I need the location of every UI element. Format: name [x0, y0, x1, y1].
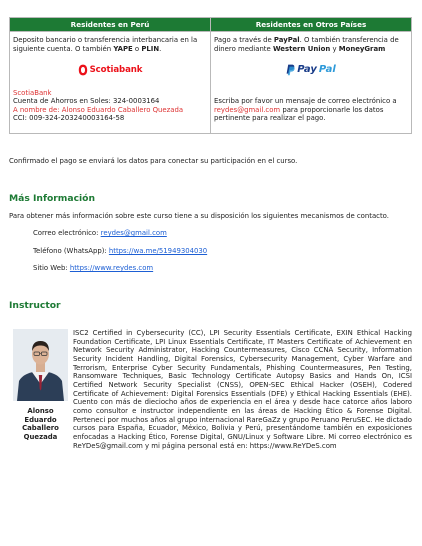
contact-email-label: Correo electrónico:	[33, 229, 101, 237]
contact-email	[33, 229, 167, 238]
more-info-intro: Para obtener más información sobre este curso tiene a su disposición los siguientes mecanismos de contacto.	[9, 212, 389, 220]
instructor-name: Alonso Eduardo Caballero Quezada	[22, 407, 59, 441]
payment-confirmation-text: Confirmado el pago se enviará los datos para conectar su participación en el curso.	[9, 157, 298, 165]
instructor-heading: Instructor	[9, 300, 61, 311]
contact-web-link[interactable]: https://www.reydes.com	[69, 264, 154, 272]
yape-label: YAPE	[113, 44, 133, 53]
contact-web-label: Sitio Web:	[33, 264, 70, 272]
scotiabank-icon	[78, 64, 88, 76]
paypal-logo: Pay Pal	[214, 64, 408, 78]
more-info-heading: Más Información	[9, 193, 96, 204]
payment-table-body-row	[10, 32, 412, 134]
peru-payment-intro: Deposito bancario o transferencia interbancaria en la siguiente cuenta. O también YAPE o PLIN.	[13, 36, 198, 53]
bank-name: ScotiaBank	[13, 88, 52, 97]
account-holder: A nombre de: Alonso Eduardo Caballero Quezada	[13, 105, 184, 114]
contact-phone-label: Teléfono (WhatsApp):	[33, 247, 109, 255]
payment-table	[9, 17, 412, 134]
paypal-label: PayPal	[273, 36, 300, 44]
plin-label: PLIN	[141, 44, 160, 53]
paypal-icon	[286, 64, 295, 76]
moneygram-label: MoneyGram	[338, 44, 386, 53]
abroad-column-header: Residentes en Otros Países	[211, 18, 412, 32]
bank-account: Cuenta de Ahorros en Soles: 324-0003164	[13, 97, 160, 106]
peru-column-header: Residentes en Perú	[10, 18, 211, 32]
western-union-label: Western Union	[272, 44, 331, 53]
contact-web	[33, 264, 153, 273]
contact-phone-link[interactable]: https://wa.me/51949304030	[108, 247, 208, 255]
contact-email-link[interactable]: reydes@gmail.com	[100, 229, 167, 237]
abroad-payment-note: Escriba por favor un mensaje de correo electrónico a reydes@gmail.com para proporcionarle los datos pertinente para realizar el pago.	[214, 97, 397, 123]
payment-email-link[interactable]: reydes@gmail.com	[214, 105, 281, 114]
abroad-payment-cell	[211, 32, 412, 134]
scotiabank-logo: Scotiabank	[13, 64, 207, 78]
instructor-bio: ISC2 Certified in Cybersecurity (CC), LPI Security Essentials Certificate, EXIN Ethical Hacking Foundation Certificate, LPI Linux Essentials Certificate, IT Masters Certificate of Achievement en Network Security Administrator, Hacking Countermeasures, Cisco CCNA Security, Information Security Incident Handling, Digital Forensics, Cybersecurity Management, Cyber Warfare and Terrorism, Enterprise Cyber Security Fundamentals, Phishing Countermeasures, Pen Testing, Ransomware Techniques, Basic Technology Certificate Autopsy Basics and Hands On, ICSI Certified Network Security Specialist (CNSS), OPEN-SEC Ethical Hacker (OSEH), Codered Certificate of Achievement: Digital Forensics Essentials (DFE) y Ethical Hacking Essentials (EHE). Cuento con más de dieciocho años de experiencia en el área y desde hace catorce años laboro como consultor e instructor independiente en las áreas de Hacking Ético & Forense Digital. Perteneci por muchos años al grupo internacional RareGaZz y grupo Peruano PeruSEC. He dictado cursos para España, Ecuador, México, Bolivia y Perú, presentándome también en exposiciones enfocadas a Hacking Ético, Forense Digital, GNU/Linux y Software Libre. Mi correo electrónico es ReYDeS@gmail.com y mi página personal está en: https://www.ReYDeS.com	[73, 329, 412, 450]
peru-payment-cell	[10, 32, 211, 134]
abroad-payment-intro: Pago a través de PayPal. O también transferencia de dinero mediante Western Union y MoneyGram	[214, 36, 399, 53]
payment-table-header-row	[10, 18, 412, 32]
contact-phone	[33, 247, 207, 256]
instructor-photo	[13, 329, 68, 401]
bank-cci: CCI: 009-324-203240003164-58	[13, 114, 125, 123]
peru-bank-details	[13, 89, 207, 123]
